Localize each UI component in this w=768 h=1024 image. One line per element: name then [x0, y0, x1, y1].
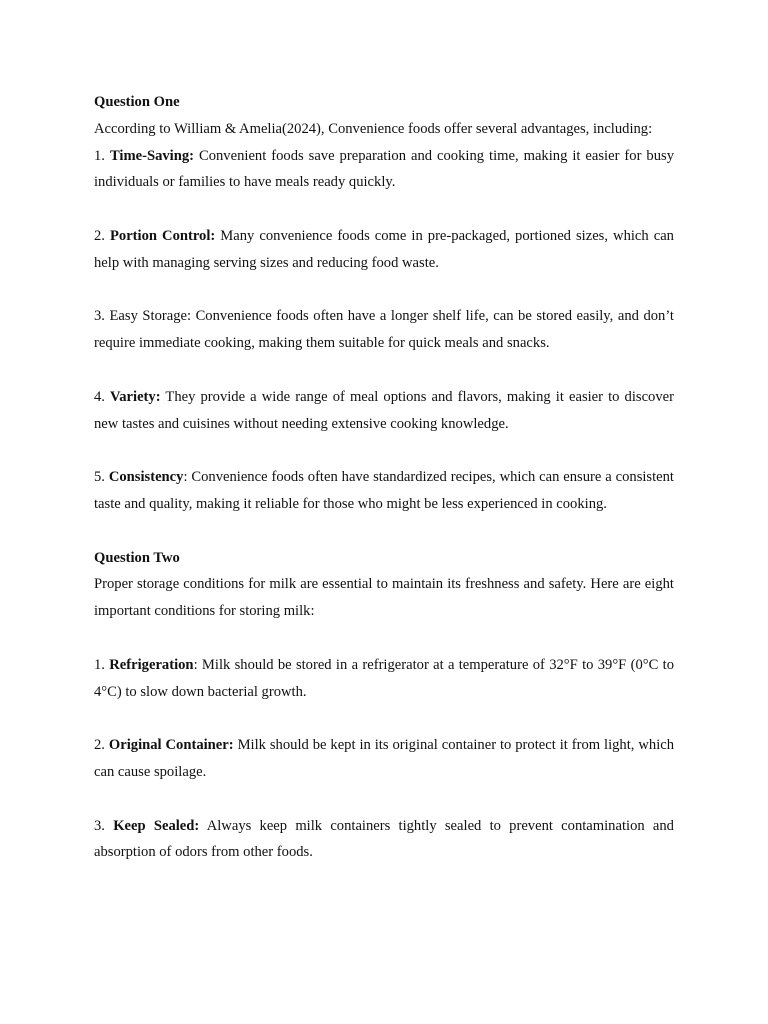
- q2-item-2: [94, 732, 674, 786]
- q2-item-3: [94, 813, 674, 867]
- document-page: [94, 89, 674, 866]
- item-term: Consistency: [108, 469, 184, 486]
- item-text: Milk should be kept in its original container to protect it from light, which can cause spoilage.: [94, 737, 675, 780]
- item-number: 1.: [94, 147, 105, 164]
- q1-item-2: [94, 223, 674, 277]
- question-two-heading: Question Two: [94, 549, 180, 566]
- q1-item-1: [94, 143, 674, 197]
- q2-item-1: [94, 652, 674, 706]
- question-two-intro: Proper storage conditions for milk are essential to maintain its freshness and safety. Here are eight important conditions for storing milk:: [94, 576, 674, 620]
- item-number: 2.: [94, 737, 105, 754]
- question-one-heading: Question One: [94, 94, 180, 110]
- item-term: Refrigeration: [109, 656, 194, 673]
- item-text: Easy Storage: Convenience foods often have a longer shelf life, can be stored easily, and don’t require immediate cooking, making them suitable for quick meals and snacks.: [94, 308, 674, 352]
- item-number: 5.: [94, 469, 105, 486]
- item-text: They provide a wide range of meal options and flavors, making it easier to discover new tastes and cuisines without needing extensive cooking knowledge.: [94, 388, 674, 432]
- q1-item-5: [94, 464, 674, 518]
- item-number: 2.: [94, 227, 105, 244]
- item-number: 3.: [94, 817, 105, 834]
- item-term: Portion Control:: [109, 227, 216, 244]
- q1-item-4: [94, 384, 674, 438]
- item-number: 4.: [94, 388, 105, 405]
- item-number: 3.: [94, 308, 105, 325]
- item-term: Time-Saving:: [109, 147, 194, 164]
- q1-item-3: [94, 303, 674, 357]
- item-term: Original Container:: [108, 737, 234, 754]
- item-term: Keep Sealed:: [113, 817, 200, 834]
- item-number: 1.: [94, 656, 105, 673]
- item-text: : Convenience foods often have standardized recipes, which can ensure a consistent taste and quality, making it reliable for those who might be less experienced in cooking.: [94, 469, 674, 512]
- item-text: Always keep milk containers tightly sealed to prevent contamination and absorption of odors from other foods.: [94, 817, 674, 861]
- item-term: Variety:: [110, 388, 161, 405]
- item-text: Many convenience foods come in pre-packaged, portioned sizes, which can help with managing serving sizes and reducing food waste.: [94, 227, 674, 271]
- item-text: Convenient foods save preparation and cooking time, making it easier for busy individuals or families to have meals ready quickly.: [94, 147, 674, 191]
- question-one-intro: According to William & Amelia(2024), Convenience foods offer several advantages, including:: [94, 120, 653, 137]
- item-text: : Milk should be stored in a refrigerator at a temperature of 32°F to 39°F (0°C to 4°C) to slow down bacterial growth.: [94, 656, 674, 700]
